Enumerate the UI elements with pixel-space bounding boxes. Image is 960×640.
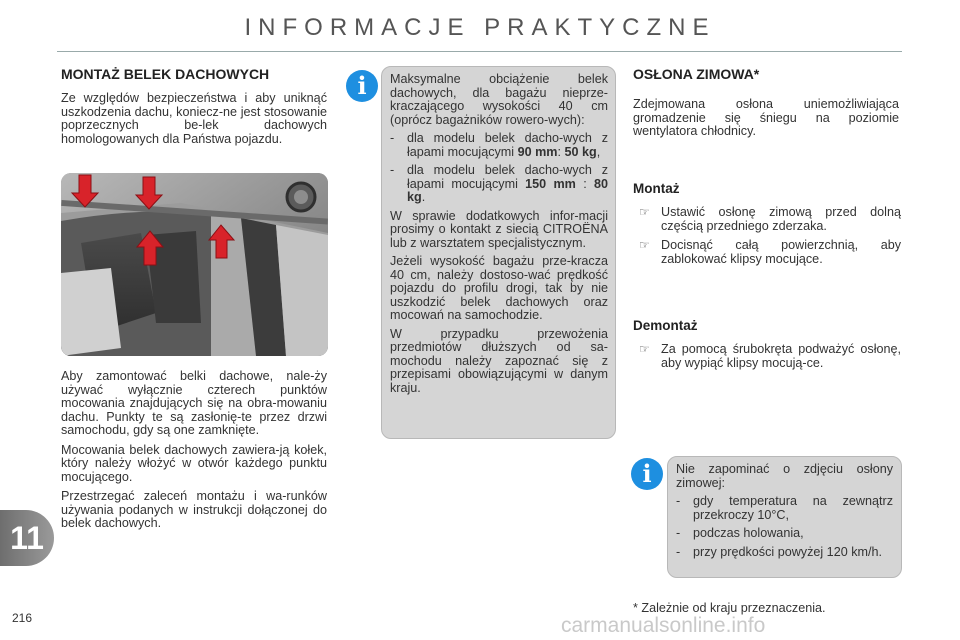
info-icon: i [346,70,378,102]
montaz-heading: Montaż [633,181,680,196]
roof-bars-instructions [61,370,327,537]
list-item: ☞ Docisnąć całą powierzchnią, aby zablokować klipsy mocujące. [639,238,901,266]
winter-screen-intro: Zdejmowana osłona uniemożliwiająca gromadzenie się śniegu na poziomie wentylatora chłodnicy. [633,97,899,138]
demontaz-steps [639,343,901,376]
list-item: - dla modelu belek dacho-wych z łapami mocującymi 90 mm: 50 kg, [390,131,608,159]
list-item: ☞ Za pomocą śrubokręta podważyć osłonę, aby wypiąć klipsy mocują-ce. [639,342,901,370]
roof-bars-intro-text: Ze względów bezpieczeństwa i aby uniknąć uszkodzenia dachu, koniecz-ne jest stosowanie poprzecznych be-lek dachowych homologowanych dla Państwa pojazdu. [61,91,327,146]
roof-load-para-3: W przypadku przewożenia przedmiotów dłuższych od sa-mochodu należy zapoznać się z przepisami obowiązującymi w danym kraju. [390,326,608,395]
roof-load-intro: Maksymalne obciążenie belek dachowych, dla bagażu nieprze-kraczającego wysokości 40 cm (oprócz bagażników rowero-wych): [390,72,608,127]
car-door-illustration [61,173,328,356]
list-item: ☞ Ustawić osłonę zimową przed dolną częścią przedniego zderzaka. [639,205,901,233]
footnote: * Zależnie od kraju przeznaczenia. [633,601,826,615]
chapter-tab: 11 [0,510,54,566]
page-number: 216 [12,611,33,625]
info-icon: i [631,458,663,490]
pointing-hand-icon: ☞ [639,342,650,356]
list-item: - dla modelu belek dacho-wych z łapami mocującymi 150 mm : 80 kg. [390,163,608,204]
header-rule [57,51,902,52]
winter-screen-info-intro: Nie zapominać o zdjęciu osłony zimowej: [676,462,893,490]
list-item: - przy prędkości powyżej 120 km/h. [676,544,882,559]
roof-bars-heading: MONTAŻ BELEK DACHOWYCH [61,66,270,82]
roof-load-para-1: W sprawie dodatkowych infor-macji prosimy o kontakt z siecią CITROËNA lub z warsztatem specjalistycznym. [390,208,608,250]
roof-bars-photo [61,173,328,356]
winter-screen-info-box [667,456,902,578]
roof-bars-para-3: Przestrzegać zaleceń montażu i wa-runków używania podanych w instrukcji dołączonej do belek dachowych. [61,489,327,530]
demontaz-heading: Demontaż [633,318,698,333]
pointing-hand-icon: ☞ [639,205,650,219]
list-item: - gdy temperatura na zewnątrz przekroczy 10°C, [676,494,893,522]
roof-load-info-box [381,66,616,439]
pointing-hand-icon: ☞ [639,238,650,252]
watermark: carmanualsonline.info [561,614,766,637]
roof-bars-para-2: Mocowania belek dachowych zawiera-ją kołek, który należy włożyć w otwór każdego punktu mocującego. [61,442,327,484]
page-header-title: INFORMACJE PRAKTYCZNE [244,14,716,41]
montaz-steps [639,206,901,272]
list-item: - podczas holowania, [676,526,804,540]
roof-bars-intro [61,92,327,152]
roof-load-para-2: Jeżeli wysokość bagażu prze-kracza 40 cm, należy dostoso-wać prędkość pojazdu do profilu drogi, tak by nie uszkodzić belek dachowych oraz mocowań na samochodzie. [390,254,608,322]
roof-bars-para-1: Aby zamontować belki dachowe, nale-ży używać wyłącznie czterech punktów mocowania znajdujących się na obra-mowaniu dachu. Punkty te są zasłonię-te przez drzwi samochodu, gdy są one zamknięte. [61,369,327,437]
winter-screen-heading: OSŁONA ZIMOWA* [633,66,760,82]
